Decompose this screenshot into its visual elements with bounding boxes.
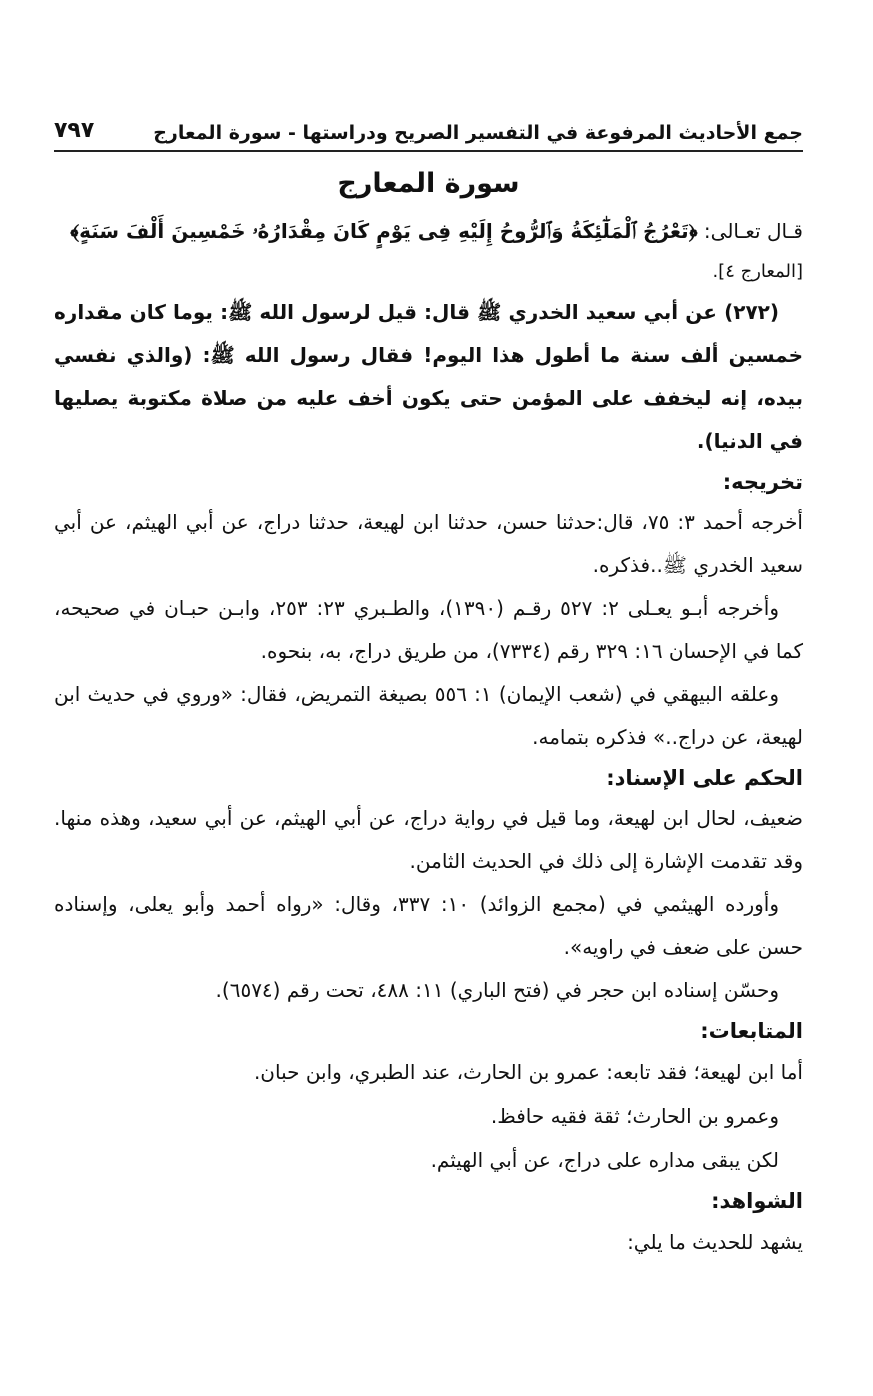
hukm-paragraph-2: وأورده الهيثمي في (مجمع الزوائد) ١٠: ٣٣٧، وقال: «رواه أحمد وأبو يعلى، وإسناده حسن على ضعف في راويه». bbox=[54, 892, 803, 960]
mutabaat-heading: المتابعات: bbox=[700, 1019, 803, 1044]
mutabaat-line: لكن يبقى مداره على دراج، عن أبي الهيثم. bbox=[430, 1148, 779, 1173]
takhrij-paragraph-2: وأخرجه أبـو يعـلى ٢: ٥٢٧ رقـم (١٣٩٠)، والطـبري ٢٣: ٢٥٣، وابـن حبـان في صحيحه، كما في الإحسان ١٦: ٣٢٩ رقم (٧٣٣٤)، من طريق دراج، به، بنحوه. bbox=[54, 596, 803, 664]
page-header bbox=[54, 118, 803, 152]
hukm-paragraph-3: وحسّن إسناده ابن حجر في (فتح الباري) ١١: ٤٨٨، تحت رقم (٦٥٧٤). bbox=[215, 978, 779, 1003]
hukm-heading: الحكم على الإسناد: bbox=[606, 766, 803, 791]
said-label: قـال تعـالى: bbox=[703, 219, 803, 244]
mutabaat-line: أما ابن لهيعة؛ فقد تابعه: عمرو بن الحارث، عند الطبري، وابن حبان. bbox=[253, 1060, 803, 1085]
takhrij-paragraph-1: أخرجه أحمد ٣: ٧٥، قال:حدثنا حسن، حدثنا ابن لهيعة، حدثنا دراج، عن أبي الهيثم، عن أبي سعيد الخدري ﷺ..فذكره. bbox=[54, 510, 803, 578]
page-number: ٧٩٧ bbox=[54, 118, 95, 143]
running-title: جمع الأحاديث المرفوعة في التفسير الصريح ودراستها - سورة المعارج bbox=[153, 121, 803, 144]
verse-source: [المعارج ٤]. bbox=[712, 261, 803, 283]
hadith-text: (٢٧٢) عن أبي سعيد الخدري ﷺ قال: قيل لرسول الله ﷺ: يوما كان مقداره خمسين ألف سنة ما أطول هذا اليوم! فقال رسول الله ﷺ: (والذي نفسي بيده، إنه ليخفف على المؤمن حتى يكون أخف عليه من صلاة مكتوبة يصليها في الدنيا). bbox=[54, 300, 803, 454]
surah-title: سورة المعارج bbox=[337, 168, 520, 200]
quran-verse: ﴿تَعْرُجُ ٱلْمَلَٰٓئِكَةُ وَٱلرُّوحُ إِلَيْهِ فِى يَوْمٍ كَانَ مِقْدَارُهُۥ خَمْسِينَ أَلْفَ سَنَةٍ﴾ bbox=[70, 219, 698, 244]
mutabaat-line: وعمرو بن الحارث؛ ثقة فقيه حافظ. bbox=[490, 1104, 779, 1129]
hukm-paragraph-1: ضعيف، لحال ابن لهيعة، وما قيل في رواية دراج، عن أبي الهيثم، عن أبي سعيد، وهذه منها. وقد تقدمت الإشارة إلى ذلك في الحديث الثامن. bbox=[54, 806, 803, 874]
takhrij-heading: تخريجه: bbox=[722, 470, 803, 495]
quran-intro bbox=[54, 209, 803, 253]
shawahid-line: يشهد للحديث ما يلي: bbox=[627, 1230, 803, 1255]
shawahid-heading: الشواهد: bbox=[711, 1189, 803, 1214]
takhrij-paragraph-3: وعلقه البيهقي في (شعب الإيمان) ١: ٥٥٦ بصيغة التمريض، فقال: «وروي في حديث ابن لهيعة، عن دراج..» فذكره بتمامه. bbox=[54, 682, 803, 750]
book-page bbox=[54, 118, 803, 1356]
